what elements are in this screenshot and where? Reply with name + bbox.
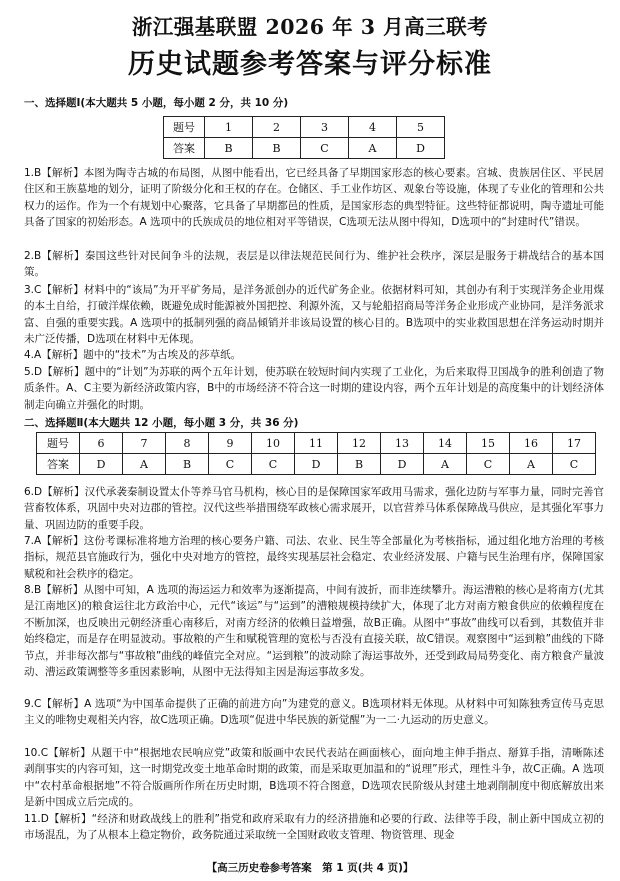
row-label-answer: 答案 bbox=[164, 138, 205, 159]
question-number-cell: 2 bbox=[253, 117, 301, 138]
answer-cell: A bbox=[510, 454, 553, 475]
answer-cell: A bbox=[349, 138, 397, 159]
answer-cell: C bbox=[301, 138, 349, 159]
explanation-11: 11.D【解析】“经济和财政战线上的胜利”指党和政府采取有力的经济措施和必要的行政、法律等手段，制止新中国成立初的市场混乱，为了从根本上稳定物价，政务院通过采取统一全国财政收支管理、物资管理、现金 bbox=[24, 813, 604, 842]
document-title: 历史试题参考答案与评分标准 bbox=[128, 49, 492, 80]
explanation-10: 10.C【解析】从题干中“根据地农民响应党”政策和版画中农民代表站在画面核心，面向地主伸手指点、掰算手指，清晰陈述剥削事实的内容可知，这一时期党改变土地革命时期的政策，而是采取更加温和的“说理”形式，理性斗争，故C正确。A 选项中“农村革命根据地”不符合版画所作所在历史时期，B选项不符合图意，D选项农民阶级从封建土地剥削制度中彻底解放出来是新中国成立后完成的。 bbox=[24, 747, 604, 809]
question-number-cell: 5 bbox=[397, 117, 445, 138]
explanation-7: 7.A【解析】这份考课标准将地方治理的核心要务户籍、司法、农业、民生等全部量化为考核指标，通过组化地方治理的考核指标，规范县官施政行为，强化中央对地方的管控，最终实现基层社会稳定、农业经济发展、户籍与民生治理有序，保障国家赋税和社会秩序的稳定。 bbox=[24, 535, 604, 580]
question-number-cell: 8 bbox=[166, 433, 209, 454]
answer-cell: A bbox=[123, 454, 166, 475]
question-number-cell: 3 bbox=[301, 117, 349, 138]
answer-cell: C bbox=[467, 454, 510, 475]
question-number-cell: 4 bbox=[349, 117, 397, 138]
answer-cell: B bbox=[253, 138, 301, 159]
question-number-cell: 1 bbox=[205, 117, 253, 138]
question-number-cell: 14 bbox=[424, 433, 467, 454]
question-number-cell: 7 bbox=[123, 433, 166, 454]
explanation-6: 6.D【解析】汉代承袭秦制设置太仆等养马官马机构，核心目的是保障国家军政用马需求，强化边防与军事力量，同时完善官营畜牧体系，巩固中央对边郡的管控。汉代这些举措围绕军政核心需求展开，以官营养马体系保障战马供应，是其强化军事力量、巩固边防的重要手段。 bbox=[24, 486, 604, 531]
row-label-answer: 答案 bbox=[37, 454, 80, 475]
explanation-5: 5.D【解析】题中的“计划”为苏联的两个五年计划，使苏联在较短时间内实现了工业化，为后来取得卫国战争的胜利创造了物质条件。A、C主要为新经济政策内容，B中的市场经济不符合这一时期的建设内容，两个五年计划是的高度集中的计划经济体制走向确立并强化的时期。 bbox=[24, 366, 604, 411]
exam-title: 浙江强基联盟 2026 年 3 月高三联考 bbox=[131, 15, 489, 39]
question-number-cell: 12 bbox=[338, 433, 381, 454]
question-number-cell: 17 bbox=[553, 433, 596, 454]
answer-cell: D bbox=[381, 454, 424, 475]
answer-table-2 bbox=[36, 432, 596, 475]
answer-cell: D bbox=[397, 138, 445, 159]
answer-cell: B bbox=[205, 138, 253, 159]
question-number-cell: 6 bbox=[80, 433, 123, 454]
page-footer: 【高三历史卷参考答案 第 1 页(共 4 页)】 bbox=[206, 862, 414, 874]
answer-table-1 bbox=[163, 116, 445, 159]
explanation-3: 3.C【解析】材料中的“该局”为开平矿务局，是洋务派创办的近代矿务企业。依据材料可知，其创办有利于实现洋务企业用煤的本土自给，打破洋煤依赖，既避免成时能源被外国把控、利源外流，又与轮船招商局等洋务企业形成产业协同，是洋务派求富、自强的重要实践。A 选项中的抵制列强的商品倾销并非该局设置的核心目的。B选项中的实业救国思想在洋务运动时期并未广泛传播，D选项在材料中无体现。 bbox=[24, 284, 604, 346]
answer-cell: C bbox=[252, 454, 295, 475]
section1-heading: 一、选择题Ⅰ(本大题共 5 小题，每小题 2 分，共 10 分) bbox=[24, 97, 289, 109]
answer-cell: B bbox=[338, 454, 381, 475]
row-label-number: 题号 bbox=[37, 433, 80, 454]
question-number-cell: 9 bbox=[209, 433, 252, 454]
explanation-2: 2.B【解析】秦国这些针对民间争斗的法规，表层是以律法规范民间行为、维护社会秩序，深层是服务于耕战结合的基本国策。 bbox=[24, 250, 604, 279]
explanation-8: 8.B【解析】从图中可知，A 选项的海运运力和效率为逐渐提高，中间有波折，而非连续攀升。海运漕粮的核心是将南方(尤其是江南地区)的粮食运往北方政治中心，元代“该运”与“运到”的漕粮规模持续扩大，体现了北方对南方粮食供应的依赖程度在不断加深，也反映出元朝经济重心南移后，对南方经济的依赖日益增强，故B正确。从图中“事故”曲线可以看到，其数值并非始终稳定，而是存在明显波动。事故粮的产生和赋税管理的宽松与否没有直接关联，故C错误。观察图中“运到粮”曲线的下降节点，并非每次都与“事故粮”曲线的峰值完全对应。“运到粮”的波动除了海运事故外，还受到政局局势变化、南方粮食产量波动、漕运政策调整等多重因素影响，从图中无法得知主因是海运事故多发。 bbox=[24, 584, 604, 679]
explanation-4: 4.A【解析】题中的“技术”为古埃及的莎草纸。 bbox=[24, 349, 242, 361]
question-number-cell: 10 bbox=[252, 433, 295, 454]
answer-cell: C bbox=[209, 454, 252, 475]
explanation-1: 1.B【解析】本图为陶寺古城的布局图，从图中能看出，它已经具备了早期国家形态的核心要素。宫城、贵族居住区、平民居住区和王族墓地的划分，证明了阶级分化和王权的存在。仓储区、手工业作坊区、观象台等设施，体现了专业化的管理和公共权力的运作。作为一个有规划中心聚落，它具备了早期都邑的性质，是国家形态的典型特征。这些特征都说明，陶寺遗址可能具备了国家的初始形态。A 选项中的氏族成员的地位相对平等错误，C选项无法从图中得知，D选项中的“封建时代”错误。 bbox=[24, 167, 604, 229]
section2-heading: 二、选择题Ⅱ(本大题共 12 小题，每小题 3 分，共 36 分) bbox=[24, 417, 299, 429]
row-label-number: 题号 bbox=[164, 117, 205, 138]
answer-cell: C bbox=[553, 454, 596, 475]
answer-cell: D bbox=[80, 454, 123, 475]
explanation-9: 9.C【解析】A 选项“为中国革命提供了正确的前进方向”为建党的意义。B选项材料无体现。从材料中可知陈独秀宣传马克思主义的唯物史观相关内容，故C选项正确。D选项“促进中华民族的新觉醒”为一二·九运动的历史意义。 bbox=[24, 698, 604, 727]
question-number-cell: 15 bbox=[467, 433, 510, 454]
question-number-cell: 11 bbox=[295, 433, 338, 454]
answer-cell: A bbox=[424, 454, 467, 475]
answer-cell: B bbox=[166, 454, 209, 475]
question-number-cell: 13 bbox=[381, 433, 424, 454]
question-number-cell: 16 bbox=[510, 433, 553, 454]
answer-cell: D bbox=[295, 454, 338, 475]
